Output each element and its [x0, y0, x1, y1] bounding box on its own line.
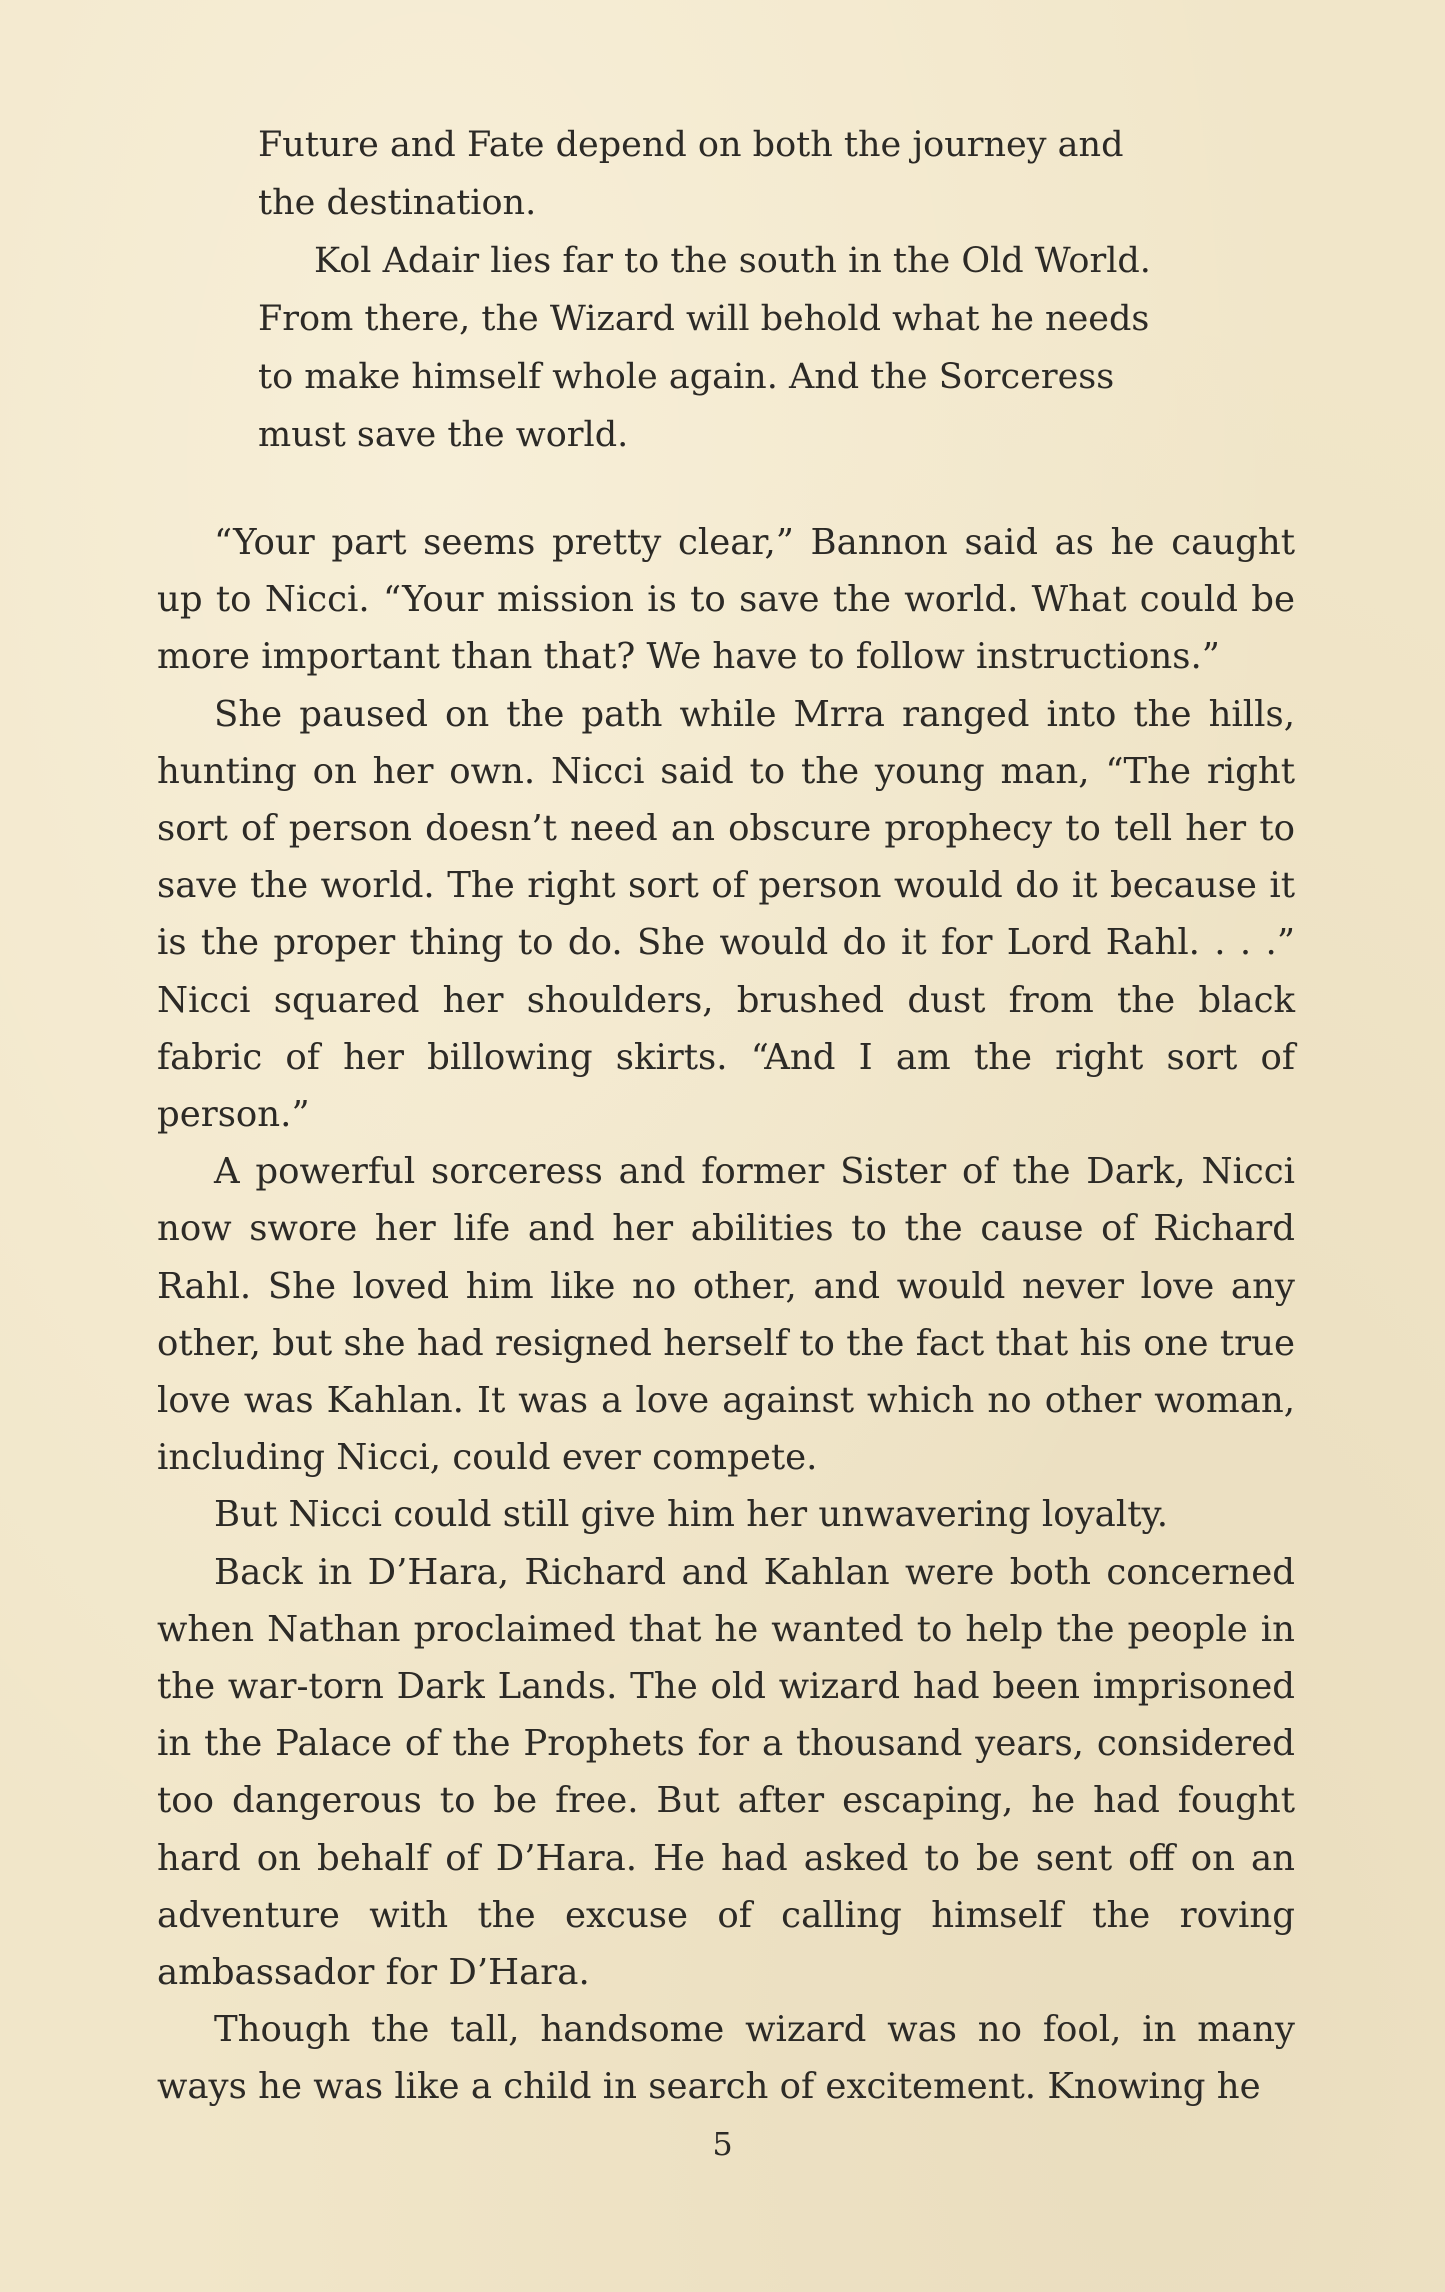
body-text — [157, 514, 1295, 2116]
paragraph: A powerful sorceress and former Sister of the Dark, Nicci now swore her life and her abilities to the cause of Richard Rahl. She loved him like no other, and would never love any other, but she had resigned herself to the fact that his one true love was Kahlan. It was a love against which no other woman, including Nicci, could ever compete. — [157, 1151, 1295, 1479]
epigraph-line: must save the world. — [258, 415, 629, 455]
page-number: 5 — [712, 2125, 733, 2163]
epigraph-line: Kol Adair lies far to the south in the Old World. — [314, 241, 1151, 281]
paragraph: Though the tall, handsome wizard was no fool, in many ways he was like a child in search of excitement. Knowing he — [157, 2009, 1295, 2108]
epigraph-line: Future and Fate depend on both the journey and — [258, 125, 1124, 165]
epigraph-line: to make himself whole again. And the Sorceress — [258, 357, 1115, 397]
paragraph: But Nicci could still give him her unwavering loyalty. — [214, 1494, 1169, 1536]
paragraph: “Your part seems pretty clear,” Bannon said as he caught up to Nicci. “Your mission is to save the world. What could be more important than that? We have to follow instructions.” — [157, 522, 1295, 678]
epigraph-line: From there, the Wizard will behold what he needs — [258, 299, 1150, 339]
paragraph: Back in D’Hara, Richard and Kahlan were both concerned when Nathan proclaimed that he wanted to help the people in the war-torn Dark Lands. The old wizard had been imprisoned in the Palace of the Prophets for a thousand years, considered too dangerous to be free. But after escaping, he had fought hard on behalf of D’Hara. He had asked to be sent off on an adventure with the excuse of calling himself the roving ambassador for D’Hara. — [157, 1551, 1295, 1994]
prophecy-epigraph — [258, 116, 1218, 464]
paragraph: She paused on the path while Mrra ranged into the hills, hunting on her own. Nicci said to the young man, “The right sort of person doesn’t need an obscure prophecy to tell her to save the world. The right sort of person would do it because it is the proper thing to do. She would do it for Lord Rahl. . . .” Nicci squared her shoulders, brushed dust from the black fabric of her billowing skirts. “And I am the right sort of person.” — [157, 693, 1295, 1136]
epigraph-line: the destination. — [258, 183, 537, 223]
